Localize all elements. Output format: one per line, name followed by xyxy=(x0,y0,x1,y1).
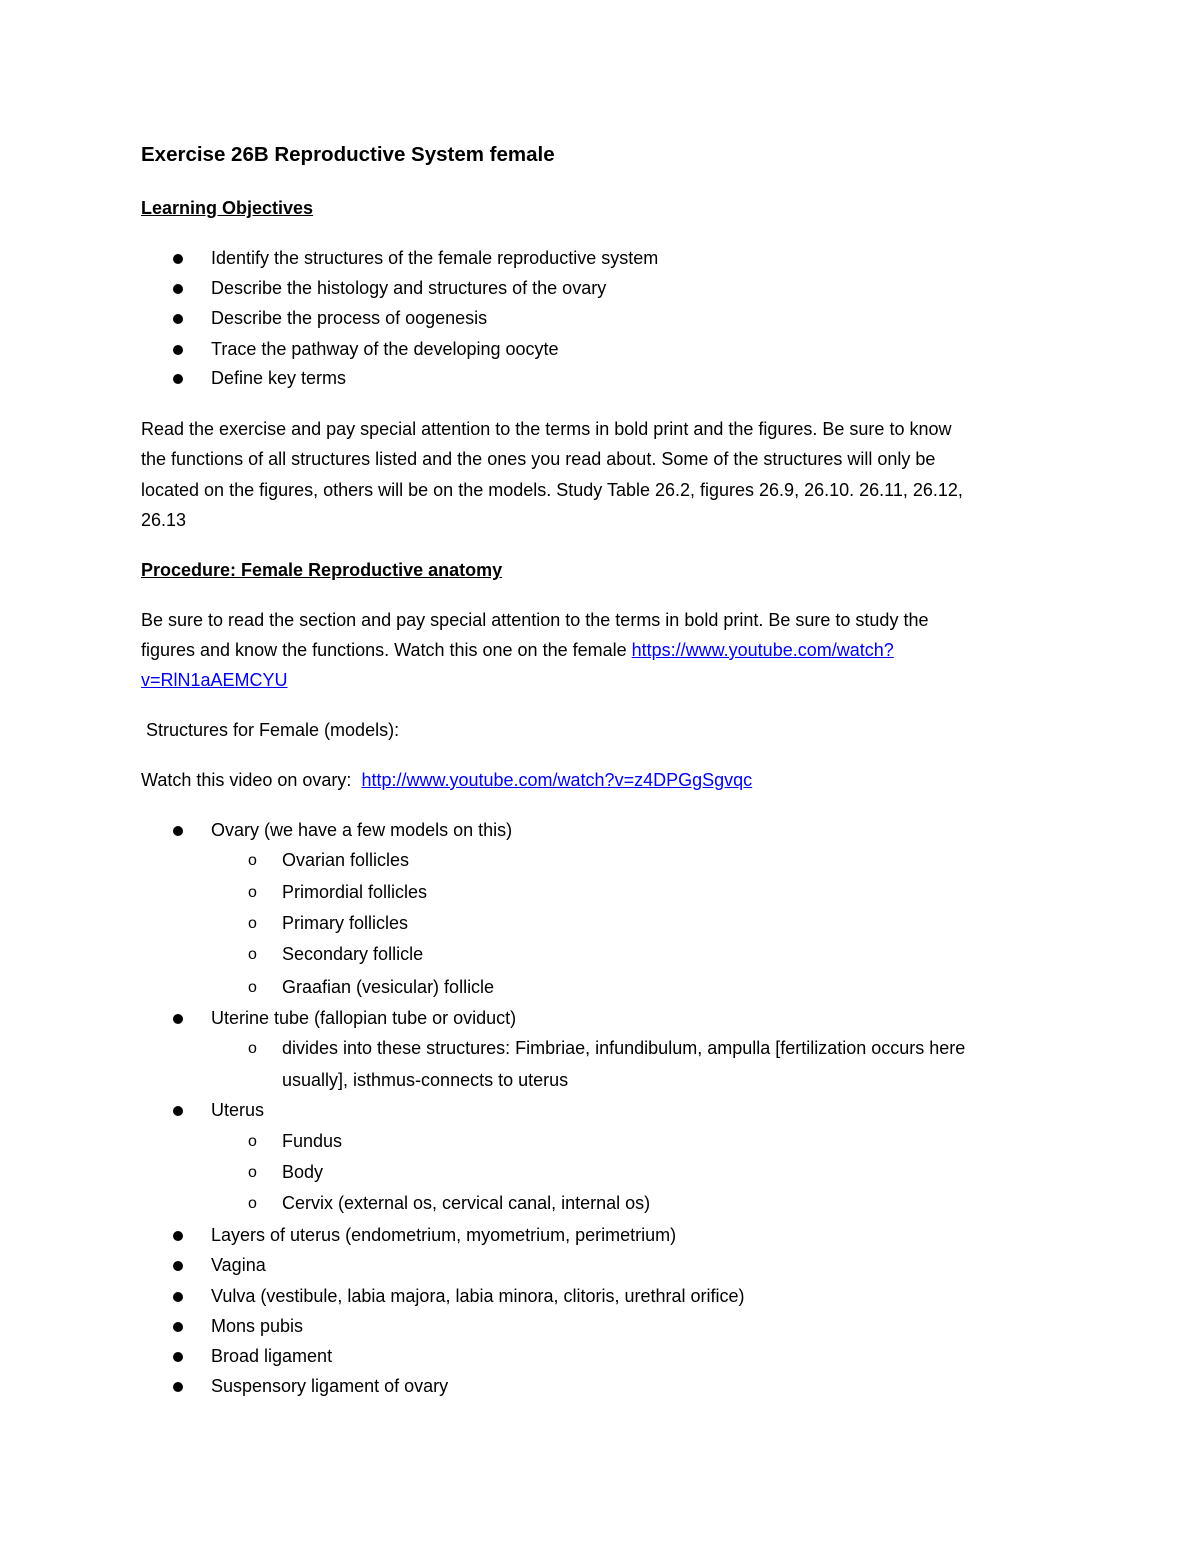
sub-item: Primordial follicles xyxy=(282,882,428,902)
sub-bullet-icon: o xyxy=(248,1164,257,1181)
paragraph-line: 26.13 xyxy=(141,510,187,530)
structure-item: Uterine tube (fallopian tube or oviduct) xyxy=(211,1008,517,1028)
structures-label: Structures for Female (models): xyxy=(141,720,400,740)
structure-item: Vulva (vestibule, labia majora, labia minora, clitoris, urethral orifice) xyxy=(211,1286,745,1306)
bullet-icon xyxy=(173,1352,183,1362)
sub-bullet-icon: o xyxy=(248,1040,257,1057)
sub-item-continued: usually], isthmus-connects to uterus xyxy=(282,1070,569,1090)
bullet-icon xyxy=(173,1231,183,1241)
sub-item: divides into these structures: Fimbriae, infundibulum, ampulla [fertilization occurs here xyxy=(282,1038,966,1058)
objective-item: Trace the pathway of the developing oocyte xyxy=(211,339,559,359)
bullet-icon xyxy=(173,314,183,324)
bullet-icon xyxy=(173,1261,183,1271)
female-video-link[interactable]: https://www.youtube.com/watch? xyxy=(631,640,894,660)
bullet-icon xyxy=(173,1106,183,1116)
female-video-link-continued[interactable]: v=RlN1aAEMCYU xyxy=(141,670,288,690)
paragraph-text: figures and know the functions. Watch this one on the female xyxy=(141,640,632,660)
sub-bullet-icon: o xyxy=(248,1195,257,1212)
ovary-video-line xyxy=(141,770,752,791)
sub-item: Body xyxy=(282,1162,324,1182)
procedure-heading: Procedure: Female Reproductive anatomy xyxy=(141,560,503,580)
structure-item: Layers of uterus (endometrium, myometrium, perimetrium) xyxy=(211,1225,677,1245)
sub-bullet-icon: o xyxy=(248,915,257,932)
paragraph-line xyxy=(141,670,288,691)
page-title: Exercise 26B Reproductive System female xyxy=(141,143,555,166)
sub-item: Primary follicles xyxy=(282,913,409,933)
bullet-icon xyxy=(173,284,183,294)
sub-item: Fundus xyxy=(282,1131,343,1151)
bullet-icon xyxy=(173,345,183,355)
bullet-icon xyxy=(173,254,183,264)
bullet-icon xyxy=(173,374,183,384)
paragraph-line: located on the figures, others will be on the models. Study Table 26.2, figures 26.9, 26.10. 26.11, 26.12, xyxy=(141,480,963,500)
structure-item: Broad ligament xyxy=(211,1346,333,1366)
structure-item: Vagina xyxy=(211,1255,266,1275)
bullet-icon xyxy=(173,1014,183,1024)
ovary-video-link[interactable]: http://www.youtube.com/watch?v=z4DPGgSgvqc xyxy=(361,770,753,790)
objective-item: Describe the histology and structures of the ovary xyxy=(211,278,607,298)
structure-item: Ovary (we have a few models on this) xyxy=(211,820,513,840)
paragraph-line: Be sure to read the section and pay special attention to the terms in bold print. Be sure to study the xyxy=(141,610,929,630)
objective-item: Identify the structures of the female reproductive system xyxy=(211,248,659,268)
sub-bullet-icon: o xyxy=(248,884,257,901)
bullet-icon xyxy=(173,1292,183,1302)
bullet-icon xyxy=(173,826,183,836)
structure-item: Suspensory ligament of ovary xyxy=(211,1376,449,1396)
sub-item: Secondary follicle xyxy=(282,944,424,964)
ovary-video-label: Watch this video on ovary: xyxy=(141,770,362,790)
structure-item: Mons pubis xyxy=(211,1316,304,1336)
objective-item: Define key terms xyxy=(211,368,347,388)
paragraph-line: Read the exercise and pay special attention to the terms in bold print and the figures. Be sure to know xyxy=(141,419,952,439)
objective-item: Describe the process of oogenesis xyxy=(211,308,488,328)
sub-bullet-icon: o xyxy=(248,852,257,869)
learning-objectives-heading: Learning Objectives xyxy=(141,198,314,218)
paragraph-line: the functions of all structures listed and the ones you read about. Some of the structures will only be xyxy=(141,449,936,469)
sub-bullet-icon: o xyxy=(248,979,257,996)
sub-item: Cervix (external os, cervical canal, internal os) xyxy=(282,1193,651,1213)
structure-item: Uterus xyxy=(211,1100,265,1120)
sub-item: Ovarian follicles xyxy=(282,850,410,870)
bullet-icon xyxy=(173,1322,183,1332)
paragraph-line xyxy=(141,640,894,661)
sub-bullet-icon: o xyxy=(248,946,257,963)
bullet-icon xyxy=(173,1382,183,1392)
sub-bullet-icon: o xyxy=(248,1133,257,1150)
sub-item: Graafian (vesicular) follicle xyxy=(282,977,495,997)
